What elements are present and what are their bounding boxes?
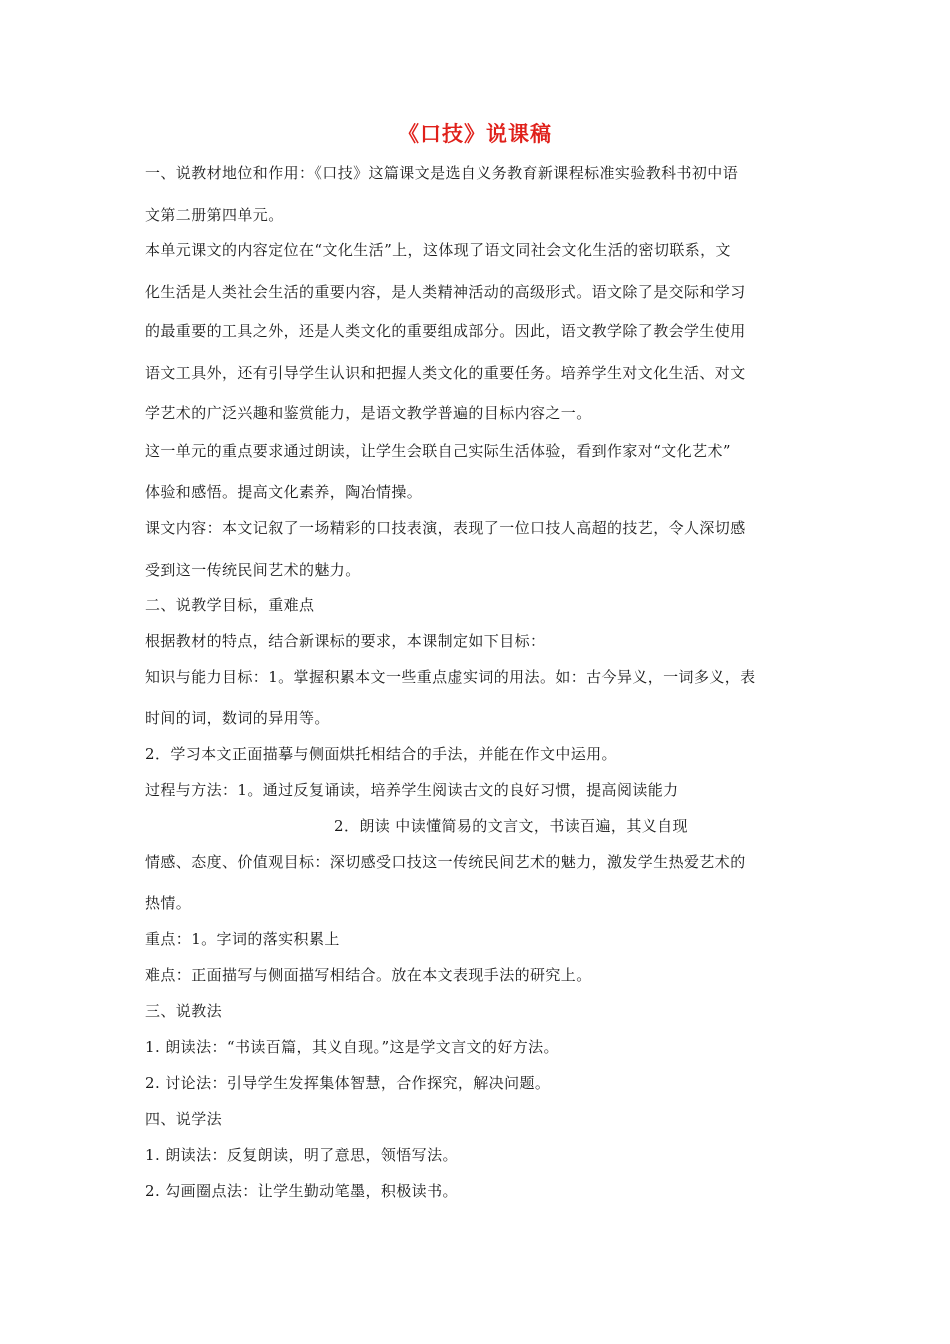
section-heading: 二、说教学目标，重难点 [145, 596, 315, 614]
text-line: 过程与方法：1。通过反复诵读，培养学生阅读古文的良好习惯，提高阅读能力 [145, 781, 679, 799]
text-line: 学艺术的广泛兴趣和鉴赏能力，是语文教学普遍的目标内容之一。 [145, 404, 592, 422]
text-line: 的最重要的工具之外，还是人类文化的重要组成部分。因此，语文教学除了教会学生使用 [145, 322, 746, 340]
text-line: 难点：正面描写与侧面描写相结合。放在本文表现手法的研究上。 [145, 966, 592, 984]
text-line: 语文工具外，还有引导学生认识和把握人类文化的重要任务。培养学生对文化生活、对文 [145, 364, 746, 382]
text-line: 体验和感悟。提高文化素养，陶冶情操。 [145, 483, 423, 501]
text-line: 知识与能力目标：1。掌握积累本文一些重点虚实词的用法。如：古今异义，一词多义，表 [145, 668, 756, 686]
text-line: 1. 朗读法：“书读百篇，其义自现。”这是学文言文的好方法。 [145, 1038, 559, 1056]
text-line: 受到这一传统民间艺术的魅力。 [145, 561, 361, 579]
text-line: 本单元课文的内容定位在“文化生活”上，这体现了语文同社会文化生活的密切联系，文 [145, 241, 731, 259]
section-heading: 四、说学法 [145, 1110, 223, 1128]
text-line: 根据教材的特点，结合新课标的要求，本课制定如下目标： [145, 632, 546, 650]
section-heading: 三、说教法 [145, 1002, 223, 1020]
text-line: 1. 朗读法：反复朗读，明了意思，领悟写法。 [145, 1146, 458, 1164]
text-line: 情感、态度、价值观目标：深切感受口技这一传统民间艺术的魅力，激发学生热爱艺术的 [145, 853, 746, 871]
text-line: 课文内容：本文记叙了一场精彩的口技表演，表现了一位口技人高超的技艺，令人深切感 [145, 519, 746, 537]
text-line: 重点：1。字词的落实积累上 [145, 930, 340, 948]
text-line: 2. 勾画圈点法：让学生勤动笔墨，积极读书。 [145, 1182, 458, 1200]
text-line: 2．朗读 中读懂简易的文言文，书读百遍，其义自现 [334, 817, 688, 835]
text-line: 一、说教材地位和作用：《口技》这篇课文是选自义务教育新课程标准实验教科书初中语 [145, 164, 739, 182]
text-line: 文第二册第四单元。 [145, 206, 284, 224]
text-line: 2．学习本文正面描摹与侧面烘托相结合的手法，并能在作文中运用。 [145, 745, 617, 763]
text-line: 2. 讨论法：引导学生发挥集体智慧，合作探究，解决问题。 [145, 1074, 551, 1092]
document-title: 《口技》说课稿 [398, 122, 552, 146]
text-line: 时间的词，数词的异用等。 [145, 709, 330, 727]
text-line: 这一单元的重点要求通过朗读，让学生会联自己实际生活体验，看到作家对“文化艺术” [145, 442, 731, 460]
text-line: 化生活是人类社会生活的重要内容，是人类精神活动的高级形式。语文除了是交际和学习 [145, 283, 746, 301]
text-line: 热情。 [145, 894, 192, 912]
